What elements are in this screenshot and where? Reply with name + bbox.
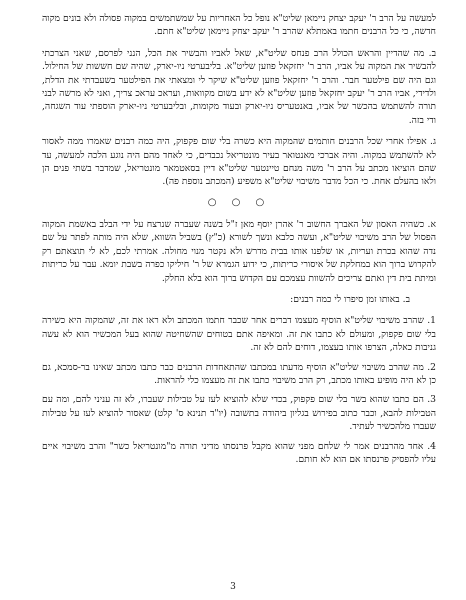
paragraph-intro: למעשה על הרב ר' יעקב יצחק ניימאן שליט"א נופל כל האחריות על שמשתמשים במקוה פסולה ולא בונים מקוה חדשה, כי כל הרבנים חתמו באמתלא שהרב ר' יעקב יצחק ניימאן שליט"א חתם. [42,13,436,38]
page-number: 3 [230,582,236,592]
section-subheading: ב. באותו זמן סיפרו לי כמה רבנים: [290,293,410,305]
numbered-item-3: 3. הם כתבו שהוא בשר בלי שום פקפוק, בכדי שלא להוציא לעז על טבילות שעברו, לא זה עניני להם, ומה עם הטבילות להבא, וכבר כתוב בפירוש בגליון ביהודה בתשובה (יו"ד תנינא ס' קלט) שאסור להוציא לעז על טבילות שעברו מלהכשיר לעתיד. [42,394,436,433]
paragraph-a: א. כשהיה האסון של האברך החשוב ר' אהרן יוסף מאן ז"ל בשנה שעברה שנרצח על ידי הבלב באשמת המקוה הפסול של הרב משיבוי שליט"א, ועשה כלבא ונשך לשורא (כ"ץ) בשביל השווא, שלא היה מותה לפתר על שם נדה שהוא בכרת ועריות, או שלפנו אותו בבית מדרש ולא נקטר מנוי מחולה. אמרתי לכם, לא לי תוצאתם רק להקדוש ברוך הוא במחלקת של איסורי כריתות, כי ידוע הגמרא של ר' חיליקו כפרה בשבת יומא. עבר על כריתות ומיתת בית דין ואתם צריכים להשוות עצמכם עם הקדוש ברוך הוא בלא החלק. [42,218,436,284]
paragraph-b: ב. מה שהדיין והראש הכולל הרב פנחס שליט"א, שאל לאביו והבשיר את הכל, הנני לפרסם, שאני הצרכתי להבשיר את המקוה על אביו, הרב ר' יחזקאל פוזען שליט"א. בליבערטי ניו-יארק, שהיה שם חששות של החילול. וגם היה שם פילטער חבר. והרב ר' יחזקאל פוזען שליט"א שיקר לי ומצאתי את הפילטער בשעבדתי את הדלת, ולדידי, אביו הרב ר' יעקב יחזקאל פוזען שליט"א לא ידע בשום מקוואות, ועראכ עראכ צריך, ואני לא מרשה לבני תורה להשתמש בהכשר של אביו, באנטעריס ניו-יארק ובעוד מקומות, ובליבערטי ניו-יארק הוספתי עוד השגחה, ודי בזה. [42,47,436,126]
numbered-item-1: 1. שהרב משיבוי שליט"א הוסיף מעצמו דברים אחר שכבר חתמו המכתב ולא ראו את זה, שהמקוה היא כשירה בלי שום פקפוק, ומעולם לא כתבו את זה. ומאיפה אתם בטוחים שהשחיטה שהוא בעל המכשיר הוא לא עשה גניבות כאלה, הצרפו אותו בעצמו, דוחים להם לא זה. [42,315,436,354]
section-separator: ○ ○ ○ [207,196,271,208]
numbered-item-4: 4. אחד מהרבנים אמר לי שלחם מפני שהוא מקבל פרנסתו מדיני תורה מ"מונטריאל כשר" והרב משיבוי איים עליו להפסיק פרנסתו אם הוא לא חותם. [42,440,436,465]
numbered-item-2: 2. מה שהרב משיבוי שליט"א הוסיף מדעתו במכתבו שהתאחדות הרבנים כבר כתבו מכתב שאינו בר-סמכא, גם כן לא היה מופיע באותו מכתב, רק הרב משיבוי כתבו את זה מעצמו כלי להראות. [42,361,436,386]
paragraph-c: ג. אפילו אחרי שכל הרבנים חותמים שהמקוה היא כשרה בלי שום פקפוק, היה כמה רבנים שאמרו ממה לאסור לא להשתמש במקוה. והיה אברכי מאנטואר בעיר מונטריאל נכבדים, כי לאחד מהם היה נוגע הלכה למעשה, עד שהם הוציאו מכתב על הרב ר' משה מנחם טיינטער שליט"א דיין בסאטמאר מונטריאל, שמדבר בשתי פנים הן ולאו בהעלם אחת. כי הכל מדבר משיבוי שליט"א משפיע (המכתב נוספת פה). [42,136,436,188]
